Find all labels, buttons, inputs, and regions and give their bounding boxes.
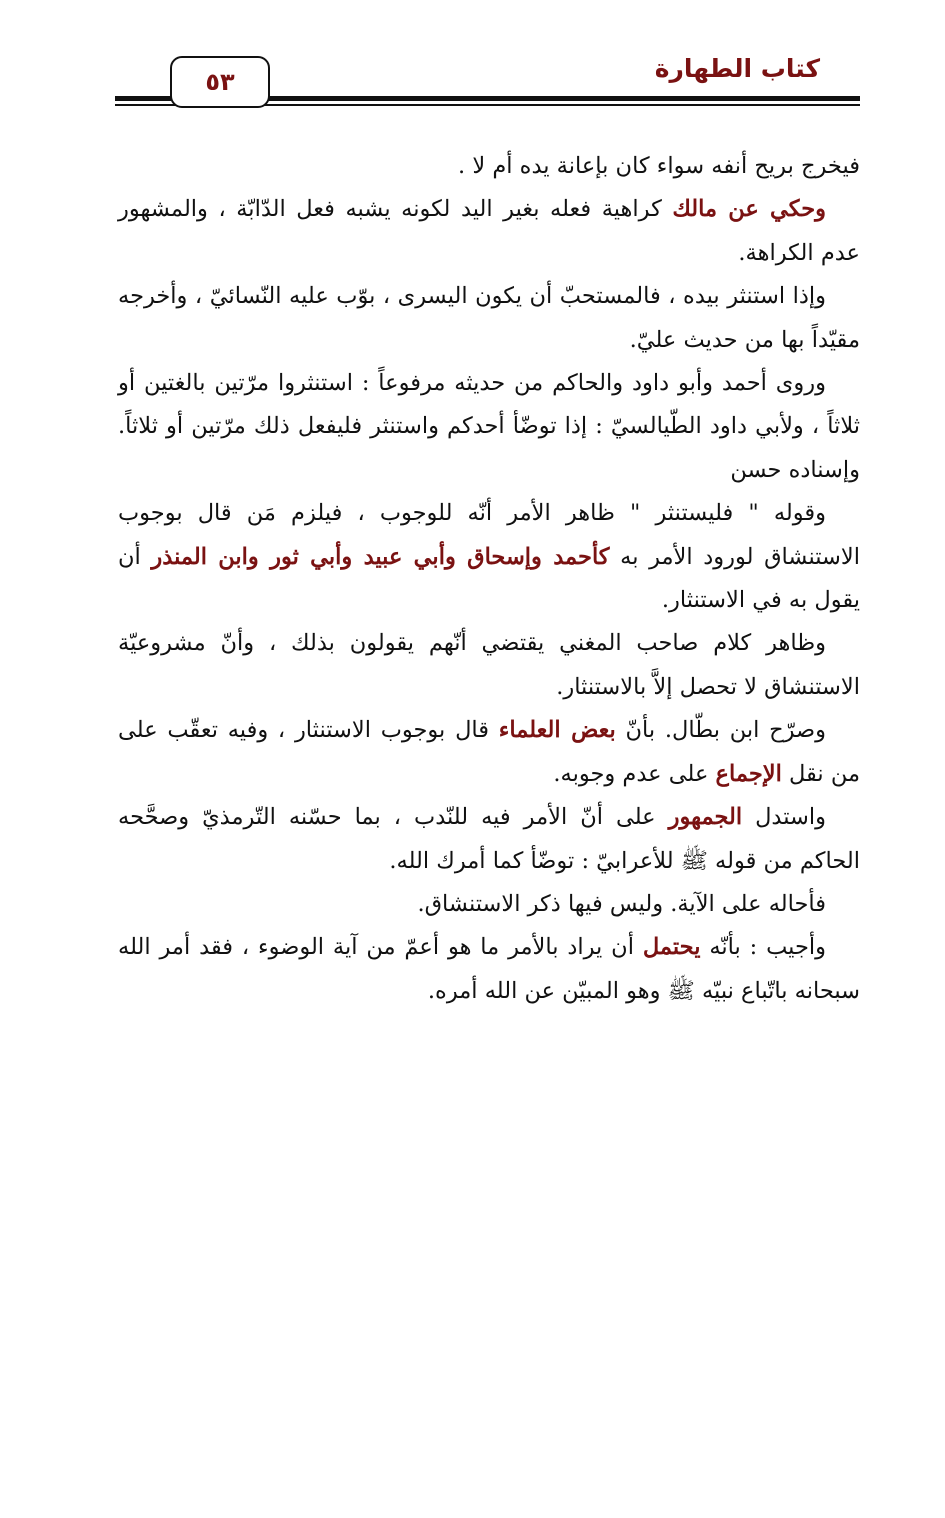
highlighted-term: يحتمل	[642, 934, 701, 961]
highlighted-term: كأحمد وإسحاق وأبي عبيد وأبي ثور وابن المنذر	[151, 543, 610, 570]
paragraph	[118, 362, 860, 492]
paragraph	[118, 796, 860, 883]
paragraph	[118, 492, 860, 622]
text-segment: على عدم وجوبه.	[553, 760, 716, 787]
paragraph	[118, 275, 860, 362]
highlighted-term: الجمهور	[668, 804, 743, 831]
paragraph	[118, 883, 860, 926]
text-segment: أن يقول به في الاستنثار.	[118, 543, 860, 614]
text-segment: وإذا استنثر بيده ، فالمستحبّ أن يكون اليسرى ، بوّب عليه النّسائيّ ، وأخرجه مقيّداً بها من حديث عليّ.	[118, 283, 860, 353]
paragraph	[118, 926, 860, 1013]
text-segment: وأجيب : بأنّه	[700, 934, 826, 961]
paragraph	[118, 145, 860, 188]
text-segment: وقوله " فليستنثر " ظاهر الأمر أنّه للوجوب ، فيلزم مَن قال بوجوب الاستنشاق لورود الأمر به	[118, 500, 860, 570]
text-segment: فأحاله على الآية. وليس فيها ذكر الاستنشاق.	[417, 890, 826, 917]
text-segment: كراهية فعله بغير اليد لكونه يشبه فعل الدّابّة ، والمشهور عدم الكراهة.	[118, 196, 860, 266]
text-segment: على أنّ الأمر فيه للنّدب ، بما حسّنه التّرمذيّ وصحَّحه الحاكم من قوله ﷺ للأعرابيّ : توضّأ كما أمرك الله.	[118, 804, 860, 874]
highlighted-term: الإجماع	[715, 760, 782, 787]
paragraph	[118, 188, 860, 275]
page-body	[118, 145, 860, 1013]
text-segment: وظاهر كلام صاحب المغني يقتضي أنّهم يقولون بذلك ، وأنّ مشروعيّة الاستنشاق لا تحصل إلاَّ بالاستنثار.	[118, 630, 860, 700]
text-segment: وصرّح ابن بطّال. بأنّ	[615, 717, 827, 744]
highlighted-term: بعض العلماء	[498, 717, 616, 744]
text-segment: واستدل	[742, 804, 826, 831]
text-segment: فيخرج بريح أنفه سواء كان بإعانة يده أم لا .	[458, 153, 860, 179]
page-header	[115, 50, 860, 120]
page-number: ٥٣	[170, 56, 270, 108]
paragraph	[118, 622, 860, 709]
book-title: كتاب الطهارة	[654, 54, 820, 83]
text-segment: أن يراد بالأمر ما هو أعمّ من آية الوضوء ، فقد أمر الله سبحانه باتّباع نبيّه ﷺ وهو المبيّن عن الله أمره.	[118, 934, 860, 1004]
text-segment: وروى أحمد وأبو داود والحاكم من حديثه مرفوعاً : استنثروا مرّتين بالغتين أو ثلاثاً ، ولأبي داود الطّيالسيّ : إذا توضّأ أحدكم واستنثر فليفعل ذلك مرّتين أو ثلاثاً. وإسناده حسن	[118, 370, 860, 483]
highlighted-term: وحكي عن مالك	[672, 196, 826, 223]
text-segment: قال بوجوب الاستنثار ، وفيه تعقّب على من نقل	[118, 717, 860, 787]
paragraph	[118, 709, 860, 796]
